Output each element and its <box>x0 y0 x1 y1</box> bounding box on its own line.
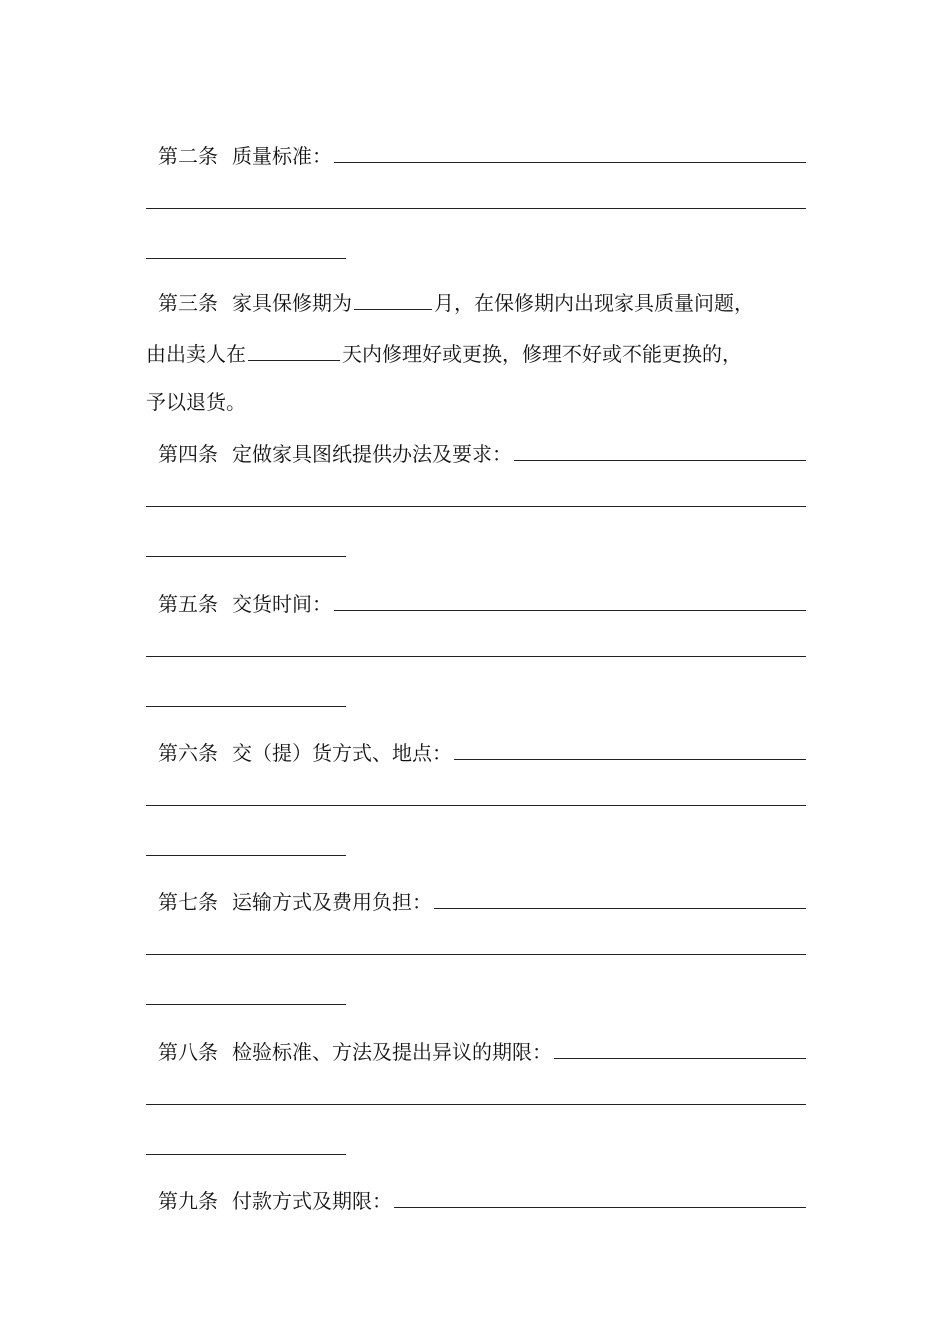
article-4-blank[interactable] <box>514 456 806 461</box>
article-5-title: 交货时间： <box>232 592 332 616</box>
article-6-blank-line-3[interactable] <box>146 855 346 856</box>
article-6-line <box>146 735 806 765</box>
warranty-months-blank[interactable] <box>354 305 432 310</box>
article-4-number: 第四条 <box>158 442 218 466</box>
article-9-line <box>146 1183 806 1213</box>
article-7-line <box>146 884 806 914</box>
article-3-text-pre: 家具保修期为 <box>232 291 352 315</box>
article-3-line-1 <box>146 285 806 315</box>
article-3-line2-pre: 由出卖人在 <box>146 342 246 366</box>
article-2-blank-line-2[interactable] <box>146 208 806 209</box>
article-8-title: 检验标准、方法及提出异议的期限： <box>232 1040 552 1064</box>
article-2-title: 质量标准： <box>232 144 332 168</box>
article-5-blank-line-3[interactable] <box>146 706 346 707</box>
article-3-line-2 <box>146 336 806 366</box>
article-3-line3: 予以退货。 <box>146 390 246 414</box>
article-9-number: 第九条 <box>158 1189 218 1213</box>
article-8-blank-line-2[interactable] <box>146 1104 806 1105</box>
article-8-blank-line-3[interactable] <box>146 1154 346 1155</box>
article-7-blank-line-3[interactable] <box>146 1004 346 1005</box>
article-5-number: 第五条 <box>158 592 218 616</box>
article-9-title: 付款方式及期限： <box>232 1189 392 1213</box>
article-7-title: 运输方式及费用负担： <box>232 890 432 914</box>
article-3-number: 第三条 <box>158 291 218 315</box>
article-6-number: 第六条 <box>158 741 218 765</box>
article-3-line-3 <box>146 384 806 414</box>
article-3-line2-post: 天内修理好或更换，修理不好或不能更换的， <box>342 342 742 366</box>
article-5-blank[interactable] <box>334 606 806 611</box>
article-7-number: 第七条 <box>158 890 218 914</box>
article-4-title: 定做家具图纸提供办法及要求： <box>232 442 512 466</box>
article-2-line <box>146 138 806 168</box>
article-5-line <box>146 586 806 616</box>
article-6-title: 交（提）货方式、地点： <box>232 741 452 765</box>
repair-days-blank[interactable] <box>248 356 340 361</box>
article-2-number: 第二条 <box>158 144 218 168</box>
article-2-blank-line-3[interactable] <box>146 258 346 259</box>
article-8-number: 第八条 <box>158 1040 218 1064</box>
article-8-blank[interactable] <box>554 1054 806 1059</box>
article-7-blank-line-2[interactable] <box>146 954 806 955</box>
article-7-blank[interactable] <box>434 904 806 909</box>
article-4-blank-line-2[interactable] <box>146 506 806 507</box>
article-3-text-mid: 月，在保修期内出现家具质量问题， <box>434 291 754 315</box>
article-4-line <box>146 436 806 466</box>
article-8-line <box>146 1034 806 1064</box>
article-6-blank[interactable] <box>454 755 806 760</box>
article-4-blank-line-3[interactable] <box>146 556 346 557</box>
article-2-blank[interactable] <box>334 158 806 163</box>
article-6-blank-line-2[interactable] <box>146 805 806 806</box>
article-9-blank[interactable] <box>394 1203 806 1208</box>
article-5-blank-line-2[interactable] <box>146 656 806 657</box>
